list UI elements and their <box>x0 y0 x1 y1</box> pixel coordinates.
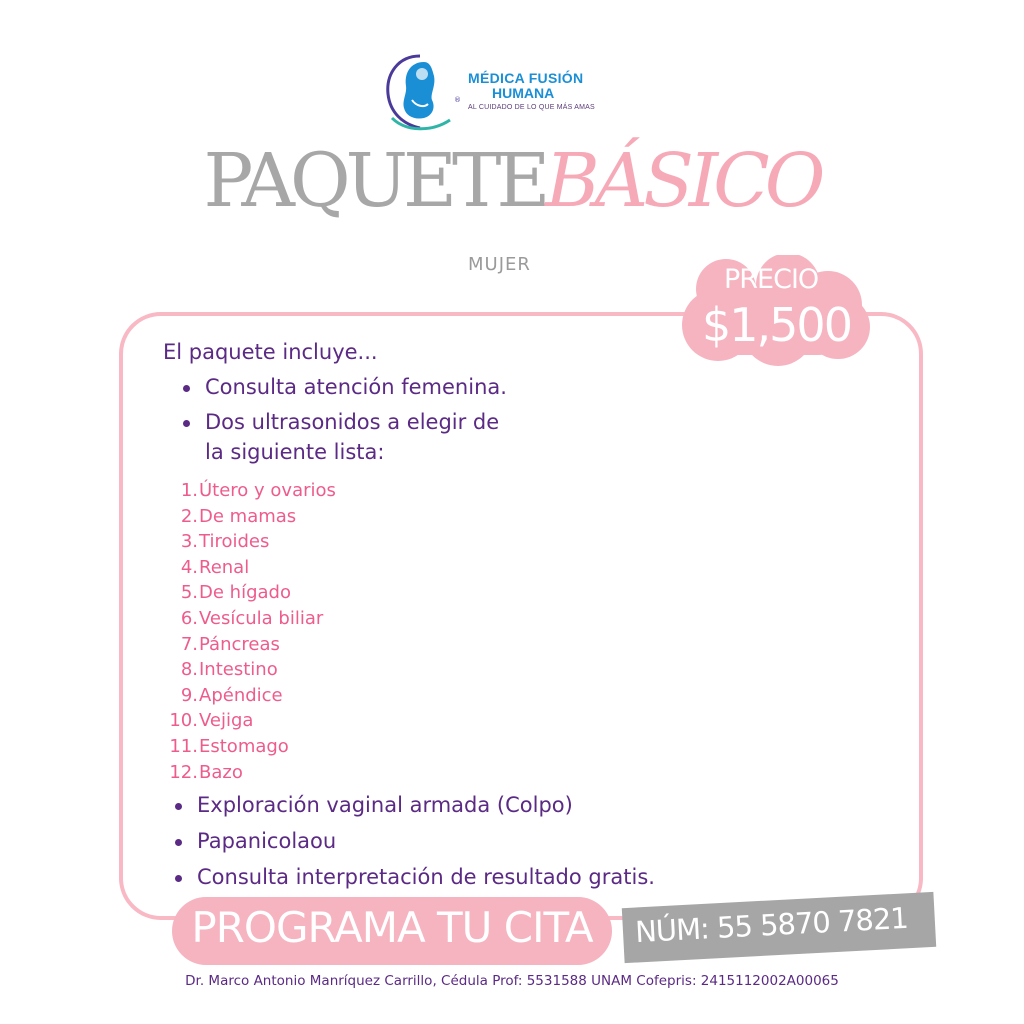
list-item <box>168 657 428 683</box>
doctor-credentials: Dr. Marco Antonio Manríquez Carrillo, Cédula Prof: 5531588 UNAM Cofepris: 2415112002A00065 <box>185 973 839 989</box>
list-text: Vesícula biliar <box>199 607 324 629</box>
list-item <box>168 529 428 555</box>
bullet-dot <box>175 875 182 882</box>
list-number: 9. <box>180 684 198 706</box>
bullet-item <box>197 862 655 892</box>
list-number: 4. <box>180 556 198 578</box>
phone-number[interactable]: NÚM: 55 5870 7821 <box>634 900 909 950</box>
bullet-item <box>205 372 507 402</box>
bullet-text: Papanicolaou <box>197 829 337 853</box>
page-subtitle: MUJER <box>468 254 531 275</box>
list-number: 7. <box>180 633 198 655</box>
bullet-text: Dos ultrasonidos a elegir de <box>205 410 500 434</box>
list-text: De mamas <box>199 505 297 527</box>
schedule-appointment-button[interactable]: PROGRAMA TU CITA <box>191 903 593 952</box>
list-text: Renal <box>199 556 250 578</box>
logo-tagline: AL CUIDADO DE LO QUE MÁS AMAS <box>468 104 595 111</box>
list-number: 5. <box>180 582 198 604</box>
list-text: Apéndice <box>199 684 283 706</box>
list-item <box>168 632 428 658</box>
list-text: Bazo <box>199 761 243 783</box>
title-part1: PAQUETE <box>203 138 546 224</box>
list-item <box>168 580 428 606</box>
package-intro: El paquete incluye... <box>163 340 378 364</box>
bullet-item-continuation <box>205 437 384 467</box>
list-number: 11. <box>169 735 198 757</box>
bullet-dot <box>175 839 182 846</box>
list-text: Intestino <box>199 659 278 681</box>
bullet-item <box>197 790 573 820</box>
logo-text <box>468 70 595 111</box>
list-item <box>168 606 428 632</box>
list-number: 3. <box>180 531 198 553</box>
bullet-dot <box>183 420 190 427</box>
list-number: 2. <box>180 505 198 527</box>
page-title <box>0 138 1024 224</box>
price-label: PRECIO <box>724 264 819 295</box>
registered-mark: ® <box>454 96 461 104</box>
list-item <box>168 555 428 581</box>
bullet-dot <box>183 385 190 392</box>
list-number: 10. <box>169 710 198 732</box>
list-item <box>168 478 428 504</box>
list-item <box>168 760 428 786</box>
ultrasound-list <box>168 478 428 785</box>
bullet-item <box>205 407 499 437</box>
list-item <box>168 504 428 530</box>
list-text: Tiroides <box>199 531 270 553</box>
bullet-item <box>197 826 336 856</box>
list-item <box>168 708 428 734</box>
logo-name-line1: MÉDICA FUSIÓN <box>468 70 584 86</box>
list-item <box>168 734 428 760</box>
bullet-dot <box>175 803 182 810</box>
brand-logo <box>380 52 620 132</box>
logo-name-line2: HUMANA <box>492 85 555 101</box>
title-part2: BÁSICO <box>545 138 821 224</box>
price-value: $1,500 <box>702 298 851 352</box>
list-item <box>168 683 428 709</box>
list-text: Vejiga <box>199 710 254 732</box>
list-text: Estomago <box>199 735 289 757</box>
mother-child-logo-icon <box>380 52 464 132</box>
bullet-text: Exploración vaginal armada (Colpo) <box>197 793 573 817</box>
list-number: 6. <box>180 607 198 629</box>
list-number: 12. <box>169 761 198 783</box>
list-text: Útero y ovarios <box>199 480 336 501</box>
bullet-text: la siguiente lista: <box>205 440 385 464</box>
bullet-text: Consulta interpretación de resultado gratis. <box>197 865 655 889</box>
list-number: 8. <box>180 659 198 681</box>
list-text: Páncreas <box>199 633 280 655</box>
bullet-text: Consulta atención femenina. <box>205 375 507 399</box>
list-text: De hígado <box>199 582 291 604</box>
list-number: 1. <box>180 480 198 501</box>
